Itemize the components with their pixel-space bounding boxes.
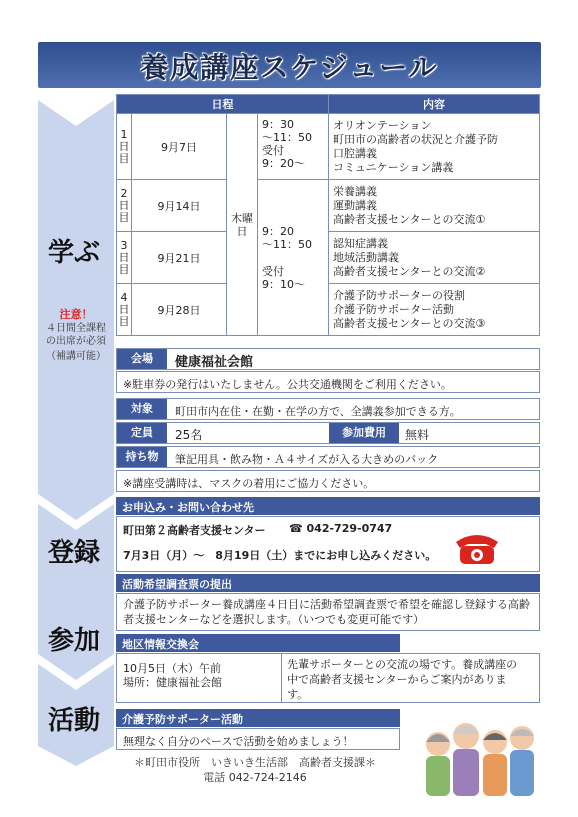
day-1-time: 9：30 ～11：50 受付 9：20～ xyxy=(258,114,329,180)
katsudou-label: 活動 xyxy=(48,706,101,736)
sidebar-chevrons xyxy=(38,94,114,766)
capacity-label: 定員 xyxy=(117,423,167,443)
title-banner xyxy=(38,42,541,88)
apply-tel: ☎ 042-729-0747 xyxy=(289,522,393,535)
apply-org: 町田第２高齢者支援センター xyxy=(123,524,266,537)
day-2-num: 2日目 xyxy=(117,180,132,232)
target-value: 町田市内在住・在勤・在学の方で、全講義参加できる方。 xyxy=(175,405,461,418)
sanka-label: 参加 xyxy=(48,626,101,656)
fee-label: 参加費用 xyxy=(329,423,399,443)
exchange-text: 先輩サポーターとの交流の場です。養成講座の中で高齢者支援センターからご案内があります。 xyxy=(287,658,518,701)
day-4-date: 9月28日 xyxy=(132,284,227,336)
schedule-table xyxy=(116,94,540,336)
manabu-label: 学ぶ xyxy=(48,238,101,268)
caution-label: 注意！ xyxy=(59,308,93,321)
target-row xyxy=(116,398,540,420)
venue-note: ※駐車券の発行はいたしません。公共交通機関をご利用ください。 xyxy=(116,371,540,393)
day-234-time: 9：20 ～11：50 受付 9：10～ xyxy=(258,180,329,336)
telephone-icon xyxy=(452,528,502,568)
activity-text: 無理なく自分のペースで活動を始めましょう！ xyxy=(116,728,400,750)
exchange-date: 10月5日（木）午前 xyxy=(123,662,221,675)
day-1-num: 1日目 xyxy=(117,114,132,180)
capacity-row xyxy=(116,422,540,444)
day-2-content: 栄養講義 運動講義 高齢者支援センターとの交流① xyxy=(329,180,540,232)
venue-label: 会場 xyxy=(117,349,167,369)
day-1-date: 9月7日 xyxy=(132,114,227,180)
survey-header: 活動希望調査票の提出 xyxy=(116,574,540,592)
touroku-label: 登録 xyxy=(48,538,101,568)
venue-row xyxy=(116,348,540,370)
target-label: 対象 xyxy=(117,399,167,419)
day-3-content: 認知症講義 地域活動講義 高齢者支援センターとの交流② xyxy=(329,232,540,284)
page-title: 養成講座スケジュール xyxy=(140,51,439,84)
belongings-row xyxy=(116,446,540,468)
weekday-cell: 木曜日 xyxy=(227,114,258,336)
capacity-value: 25名 xyxy=(175,428,203,442)
belongings-note: ※講座受講時は、マスクの着用にご協力ください。 xyxy=(116,470,540,492)
fee-value: 無料 xyxy=(405,428,430,442)
exchange-box xyxy=(116,653,540,703)
caution-text-3: （補講可能） xyxy=(46,351,106,362)
belongings-label: 持ち物 xyxy=(117,447,167,467)
day-4-num: 4日目 xyxy=(117,284,132,336)
survey-text: 介護予防サポーター養成講座４日目に活動希望調査票で希望を確認し登録する高齢者支援センターなどを選択します。（いつでも変更可能です） xyxy=(116,593,540,631)
exchange-header: 地区情報交換会 xyxy=(116,634,400,652)
day-3-date: 9月21日 xyxy=(132,232,227,284)
day-1-content: オリオンテーション 町田市の高齢者の状況と介護予防 口腔講義 コミュニケーション講義 xyxy=(329,114,540,180)
day-2-date: 9月14日 xyxy=(132,180,227,232)
day-3-num: 3日目 xyxy=(117,232,132,284)
footer-line-1: ＊町田市役所 いきいき生活部 高齢者支援課＊ xyxy=(134,756,376,769)
header-content: 内容 xyxy=(329,95,540,114)
activity-header: 介護予防サポーター活動 xyxy=(116,709,400,727)
caution-text-1: ４日間全課程 xyxy=(46,323,106,334)
exchange-place: 場所：健康福祉会館 xyxy=(123,676,222,689)
footer-line-2: 電話 042-724-2146 xyxy=(203,771,307,784)
caution-text-2: の出席が必須 xyxy=(46,336,106,347)
belongings-value: 筆記用具・飲み物・Ａ４サイズが入る大きめのバック xyxy=(175,453,439,466)
day-4-content: 介護予防サポーターの役割 介護予防サポーター活動 高齢者支援センターとの交流③ xyxy=(329,284,540,336)
apply-period: 7月3日（月）～ 8月19日（土）までにお申し込みください。 xyxy=(123,549,437,562)
header-date: 日程 xyxy=(117,95,329,114)
venue-value: 健康福祉会館 xyxy=(175,355,254,370)
seniors-illustration-icon xyxy=(420,712,540,802)
apply-header: お申込み・お問い合わせ先 xyxy=(116,497,540,515)
